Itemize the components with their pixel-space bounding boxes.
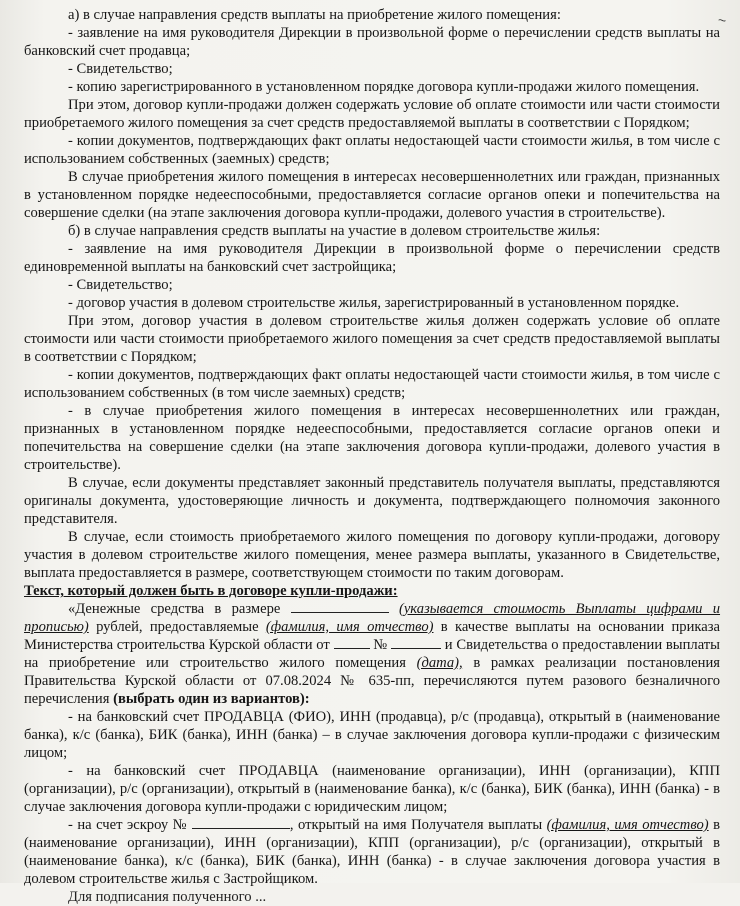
list-item-payment-docs-2: - копии документов, подтверждающих факт оплаты недостающей части стоимости жилья, в том числе с использованием собственных (в том числе заемных) средств; (24, 367, 720, 401)
paragraph-lower-cost: В случае, если стоимость приобретаемого жилого помещения по договору купли-продажи, договору участия в долевом строительстве жилого помещения, менее размера выплаты, указанного в Свидетельстве, выплата предоставляется в размере, соответствующем стоимости по таким договорам. (24, 529, 720, 581)
list-item-contract-copy: - копию зарегистрированного в установленном порядке договора купли-продажи жилого помещения. (68, 79, 700, 95)
order-number-blank (391, 636, 441, 649)
cut-off-line: Для подписания полученного ... (68, 889, 267, 905)
paragraph-guardianship: В случае приобретения жилого помещения в интересах несовершеннолетних или граждан, признанных в установленном порядке недееспособными, предоставляется согласие органов опеки и попечительства на совершение сделки (на этапе заключения договора купли-продажи, долевого участия в строительстве). (24, 169, 720, 221)
paragraph-a-intro: а) в случае направления средств выплаты на приобретение жилого помещения: (68, 7, 561, 23)
paragraph-b-intro: б) в случае направления средств выплаты на участие в долевом строительстве жилья: (68, 223, 601, 239)
payment-option-legal-entity: - на банковский счет ПРОДАВЦА (наименование организации), ИНН (организации), КПП (организации), р/с (организации), открытый в (наименование банка), к/с (банка), БИК (банка), ИНН (банка) - в случае заключения договора купли-продажи с юридическим лицом; (24, 763, 720, 815)
amount-blank (291, 600, 389, 613)
escrow-number-blank (192, 816, 290, 829)
list-item-payment-docs: - копии документов, подтверждающих факт оплаты недостающей части стоимости жилья, в том числе с использованием собственных (заемных) средств; (24, 133, 720, 167)
list-item-certificate: - Свидетельство; (68, 61, 173, 77)
paragraph-legal-representative: В случае, если документы представляет законный представитель получателя выплаты, представляются оригиналы документа, удостоверяющие личность и документа, подтверждающего полномочия законного представителя. (24, 475, 720, 527)
list-item-guardianship-2: - в случае приобретения жилого помещения в интересах несовершеннолетних или граждан, признанных в установленном порядке недееспособными, предоставляется согласие органов опеки и попечительства на совершение сделки (на этапе заключения договора купли-продажи, долевого участия в строительстве). (24, 403, 720, 473)
list-item-shared-construction-contract: - договор участия в долевом строительстве жилья, зарегистрированный в установленном порядке. (68, 295, 680, 311)
list-item-application: - заявление на имя руководителя Дирекции в произвольной форме о перечислении средств выплаты на банковский счет продавца; (24, 25, 720, 59)
contract-text-heading: Текст, который должен быть в договоре купли-продажи: (24, 583, 398, 599)
payment-option-individual: - на банковский счет ПРОДАВЦА (ФИО), ИНН (продавца), р/с (продавца), открытый в (наименование банка), к/с (банка), БИК (банка), ИНН (банка) – в случае заключения договора купли-продажи с физическим лицом; (24, 709, 720, 761)
list-item-certificate-2: - Свидетельство; (68, 277, 173, 293)
payment-option-escrow: - на счет эскроу № , открытый на имя Получателя выплаты (фамилия, имя отчество) в (наименование организации), ИНН (организации), КПП (организации), р/с (организации), открытый в (наименование банка), к/с (банка), БИК (банка), ИНН (банка) - в случае заключения договора участия в долевом строительстве жилья с Застройщиком. (24, 817, 721, 887)
paragraph-contract-condition: При этом, договор купли-продажи должен содержать условие об оплате стоимости или части стоимости приобретаемого жилого помещения за счет средств предоставляемой выплаты в соответствии с Порядком; (24, 97, 720, 131)
contract-text-body: «Денежные средства в размере (указывается стоимость Выплаты цифрами и прописью) рублей, предоставляемые (фамилия, имя отчество) в качестве выплаты на основании приказа Министерства строительства Курской области от № и Свидетельства о предоставлении выплаты на приобретение или строительство жилого помещения (дата), в рамках реализации постановления Правительства Курской области от 07.08.2024 № 635-пп, перечисляются путем разового безналичного перечисления (выбрать один из вариантов): (24, 601, 721, 707)
paragraph-contract-condition-2: При этом, договор участия в долевом строительстве жилья должен содержать условие об оплате стоимости или части стоимости приобретаемого жилого помещения за счет средств предоставляемой выплаты в соответствии с Порядком; (24, 313, 720, 365)
order-date-blank (334, 636, 370, 649)
corner-mark: ~ (716, 11, 728, 29)
list-item-application-developer: - заявление на имя руководителя Дирекции в произвольной форме о перечислении средств единовременной выплаты на банковский счет застройщика; (24, 241, 720, 275)
